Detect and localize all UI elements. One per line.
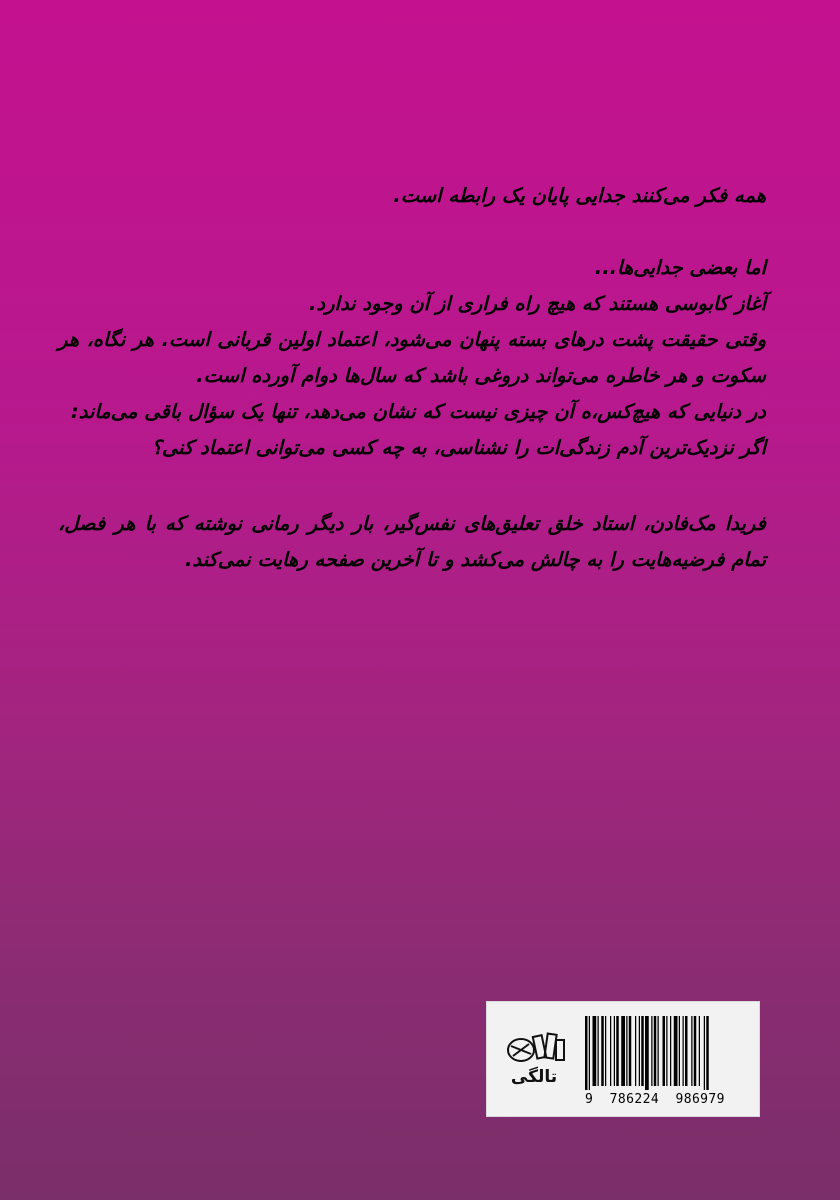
blurb-world: در دنیایی که هیچ‌کس،ه آن چیزی نیست که نشان می‌دهد، تنها یک سؤال باقی می‌ماند: (70, 400, 766, 423)
svg-text:تالگی: تالگی (510, 1067, 558, 1087)
blurb-author: فریدا مک‌فادن، استاد خلق تعلیق‌های نفس‌گیر، بار دیگر رمانی نوشته که با هر فصل، تمام فرضیه‌هایت را به چالش می‌کشد و تا آخرین صفحه رهایت نمی‌کند. (58, 512, 766, 571)
blurb-nightmare: آغاز کابوسی هستند که هیچ راه فراری از آن وجود ندارد. (309, 292, 766, 315)
barcode (585, 1016, 751, 1090)
blurb-some-separations: اما بعضی جدایی‌ها... (594, 256, 766, 279)
blurb-question: اگر نزدیک‌ترین آدم زندگی‌ات را نشناسی، به چه کسی می‌توانی اعتماد کنی؟ (151, 436, 766, 459)
isbn-number: 9 786224 986979 (585, 1092, 725, 1107)
barcode-panel (486, 1001, 760, 1117)
blurb-truth: وقتی حقیقت پشت درهای بسته پنهان می‌شود، اعتماد اولین قربانی است. هر نگاه، هر سکوت و هر خاطره می‌تواند دروغی باشد که سال‌ها دوام آورده است. (58, 328, 766, 387)
blurb-text (58, 178, 766, 578)
publisher-logo (497, 1026, 571, 1092)
blurb-intro: همه فکر می‌کنند جدایی پایان یک رابطه است. (393, 184, 766, 207)
